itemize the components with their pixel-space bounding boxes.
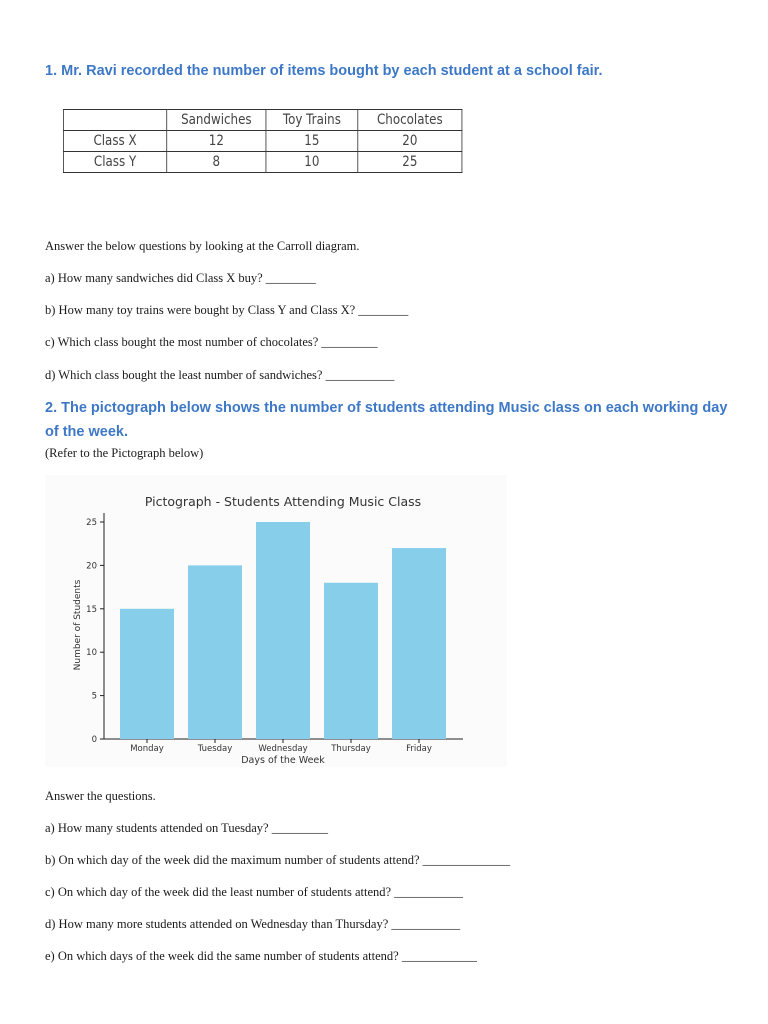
- column-header-toy-trains: Toy Trains: [266, 110, 358, 131]
- question-2b: b) On which day of the week did the maximum number of students attend? ______________: [45, 853, 511, 867]
- bar-friday: [392, 548, 446, 739]
- x-tick-label: Wednesday: [258, 744, 308, 754]
- question-2c: c) On which day of the week did the least number of students attend? ___________: [45, 885, 463, 899]
- y-tick-label: 15: [86, 604, 97, 615]
- carroll-diagram-table: [63, 109, 462, 173]
- question-2-heading-line1: 2. The pictograph below shows the number of students attending Music class on each working day: [45, 400, 728, 416]
- bar-thursday: [324, 583, 378, 739]
- y-tick-label: 25: [86, 518, 97, 528]
- question-1-instruction: Answer the below questions by looking at the Carroll diagram.: [45, 239, 360, 253]
- table-cell: 8: [167, 152, 266, 173]
- question-2-refer-note: (Refer to the Pictograph below): [45, 446, 204, 460]
- x-tick-label: Thursday: [331, 744, 371, 754]
- question-2-heading-line2: of the week.: [45, 424, 128, 440]
- y-tick-label: 10: [86, 648, 97, 659]
- y-axis-label: Number of Students: [73, 579, 83, 671]
- x-tick-label: Tuesday: [197, 744, 233, 754]
- row-label-class-x: Class X: [63, 131, 166, 152]
- question-1b: b) How many toy trains were bought by Class Y and Class X? ________: [45, 303, 409, 317]
- x-tick-label: Friday: [406, 744, 432, 754]
- table-cell: 25: [358, 152, 462, 173]
- table-cell: 20: [358, 131, 462, 152]
- question-1c: c) Which class bought the most number of chocolates? _________: [45, 335, 378, 349]
- table-header-row: [63, 110, 462, 131]
- question-2e: e) On which days of the week did the same number of students attend? ____________: [45, 949, 477, 963]
- bar-chart-svg: [45, 475, 507, 767]
- column-header-chocolates: Chocolates: [358, 110, 462, 131]
- table-cell: 10: [266, 152, 358, 173]
- table-row: [63, 152, 462, 173]
- chart-title: Pictograph - Students Attending Music Class: [144, 494, 422, 509]
- table-cell: 12: [167, 131, 266, 152]
- y-tick-label: 20: [86, 561, 97, 572]
- table-corner-cell: [63, 110, 166, 131]
- x-tick-label: Monday: [130, 744, 164, 754]
- question-1a: a) How many sandwiches did Class X buy? ________: [45, 271, 316, 285]
- question-1-heading: 1. Mr. Ravi recorded the number of items bought by each student at a school fair.: [45, 63, 603, 79]
- bar-wednesday: [256, 522, 310, 739]
- pictograph-chart: [45, 475, 507, 767]
- table-cell: 15: [266, 131, 358, 152]
- bar-tuesday: [188, 565, 242, 739]
- question-2-instruction: Answer the questions.: [45, 789, 156, 803]
- bar-monday: [120, 609, 174, 739]
- question-1d: d) Which class bought the least number of sandwiches? ___________: [45, 368, 395, 382]
- x-axis-label: Days of the Week: [241, 755, 325, 766]
- table-row: [63, 131, 462, 152]
- row-label-class-y: Class Y: [63, 152, 166, 173]
- chart-plot-area: [86, 513, 463, 754]
- question-2a: a) How many students attended on Tuesday? _________: [45, 821, 328, 835]
- y-tick-label: 0: [91, 735, 97, 745]
- question-2d: d) How many more students attended on Wednesday than Thursday? ___________: [45, 917, 461, 931]
- y-tick-label: 5: [91, 691, 97, 702]
- column-header-sandwiches: Sandwiches: [167, 110, 266, 131]
